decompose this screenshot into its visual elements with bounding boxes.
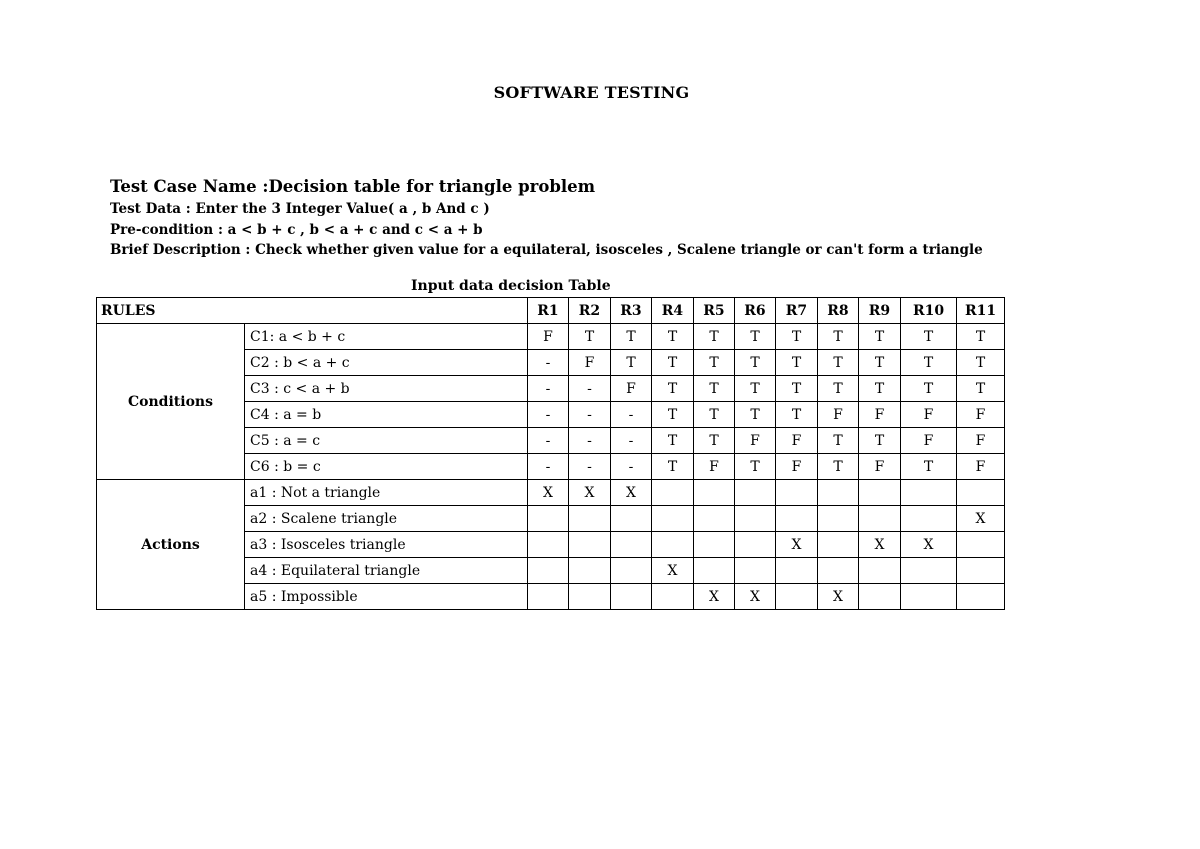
action-value-cell	[735, 532, 776, 558]
condition-value-cell: -	[569, 428, 611, 454]
condition-label: C6 : b = c	[245, 454, 528, 480]
rule-column-header: R11	[957, 298, 1005, 324]
condition-value-cell: T	[818, 376, 859, 402]
condition-label: C2 : b < a + c	[245, 350, 528, 376]
decision-table-body	[97, 298, 1005, 610]
document-title: SOFTWARE TESTING	[493, 83, 690, 102]
condition-value-cell: -	[528, 350, 569, 376]
action-value-cell	[611, 584, 652, 610]
action-value-cell	[901, 506, 957, 532]
action-value-cell	[818, 558, 859, 584]
condition-label: C3 : c < a + b	[245, 376, 528, 402]
condition-value-cell: T	[859, 376, 901, 402]
action-value-cell	[776, 558, 818, 584]
condition-value-cell: F	[776, 454, 818, 480]
action-label: a5 : Impossible	[245, 584, 528, 610]
condition-value-cell: T	[652, 324, 694, 350]
condition-value-cell: F	[611, 376, 652, 402]
condition-value-cell: T	[776, 402, 818, 428]
test-case-name: Test Case Name :Decision table for triangle problem	[110, 177, 596, 196]
action-value-cell	[901, 480, 957, 506]
precondition: Pre-condition : a < b + c , b < a + c and c < a + b	[110, 221, 483, 238]
condition-value-cell: F	[859, 402, 901, 428]
action-value-cell: X	[528, 480, 569, 506]
condition-value-cell: F	[901, 402, 957, 428]
condition-value-cell: -	[611, 428, 652, 454]
condition-value-cell: T	[818, 428, 859, 454]
condition-value-cell: -	[611, 454, 652, 480]
action-label: a1 : Not a triangle	[245, 480, 528, 506]
action-value-cell	[818, 506, 859, 532]
action-value-cell	[735, 558, 776, 584]
action-value-cell	[694, 506, 735, 532]
condition-value-cell: -	[528, 376, 569, 402]
action-value-cell	[528, 506, 569, 532]
condition-label: C5 : a = c	[245, 428, 528, 454]
action-label: a4 : Equilateral triangle	[245, 558, 528, 584]
condition-value-cell: F	[528, 324, 569, 350]
action-value-cell: X	[901, 532, 957, 558]
condition-value-cell: -	[569, 402, 611, 428]
condition-value-cell: T	[569, 324, 611, 350]
action-value-cell	[818, 532, 859, 558]
condition-value-cell: T	[652, 350, 694, 376]
action-value-cell	[652, 506, 694, 532]
action-value-cell	[859, 584, 901, 610]
condition-value-cell: F	[818, 402, 859, 428]
action-value-cell: X	[611, 480, 652, 506]
action-value-cell	[694, 558, 735, 584]
action-value-cell: X	[776, 532, 818, 558]
condition-value-cell: T	[901, 376, 957, 402]
action-value-cell	[652, 480, 694, 506]
rule-column-header: R3	[611, 298, 652, 324]
action-value-cell	[569, 532, 611, 558]
action-value-cell	[528, 584, 569, 610]
action-value-cell	[776, 584, 818, 610]
action-value-cell	[528, 532, 569, 558]
condition-value-cell: F	[694, 454, 735, 480]
action-value-cell	[569, 584, 611, 610]
condition-value-cell: T	[735, 376, 776, 402]
action-value-cell	[776, 480, 818, 506]
action-value-cell: X	[735, 584, 776, 610]
rule-column-header: R6	[735, 298, 776, 324]
condition-value-cell: T	[694, 402, 735, 428]
condition-value-cell: F	[901, 428, 957, 454]
condition-value-cell: T	[611, 350, 652, 376]
condition-value-cell: -	[528, 454, 569, 480]
condition-value-cell: T	[957, 350, 1005, 376]
action-value-cell	[957, 532, 1005, 558]
condition-value-cell: T	[735, 350, 776, 376]
condition-value-cell: T	[818, 350, 859, 376]
rule-column-header: R5	[694, 298, 735, 324]
condition-value-cell: T	[859, 428, 901, 454]
action-value-cell	[569, 506, 611, 532]
condition-value-cell: F	[957, 402, 1005, 428]
conditions-group-label: Conditions	[97, 324, 245, 480]
condition-value-cell: T	[694, 428, 735, 454]
condition-value-cell: T	[957, 324, 1005, 350]
action-row	[97, 480, 1005, 506]
rule-column-header: R9	[859, 298, 901, 324]
action-value-cell	[611, 532, 652, 558]
action-value-cell: X	[569, 480, 611, 506]
action-value-cell	[735, 506, 776, 532]
condition-value-cell: F	[957, 428, 1005, 454]
condition-value-cell: T	[652, 376, 694, 402]
rule-column-header: R10	[901, 298, 957, 324]
condition-value-cell: T	[957, 376, 1005, 402]
action-value-cell	[569, 558, 611, 584]
condition-value-cell: T	[735, 402, 776, 428]
rule-column-header: R7	[776, 298, 818, 324]
condition-value-cell: T	[859, 350, 901, 376]
condition-value-cell: T	[776, 350, 818, 376]
condition-value-cell: T	[818, 324, 859, 350]
action-value-cell	[957, 480, 1005, 506]
condition-value-cell: T	[901, 454, 957, 480]
table-caption: Input data decision Table	[411, 278, 611, 294]
action-value-cell	[776, 506, 818, 532]
test-data: Test Data : Enter the 3 Integer Value( a , b And c )	[110, 201, 490, 217]
action-value-cell	[957, 584, 1005, 610]
rule-column-header: R2	[569, 298, 611, 324]
action-value-cell	[652, 584, 694, 610]
condition-value-cell: T	[694, 324, 735, 350]
condition-value-cell: -	[611, 402, 652, 428]
condition-value-cell: T	[859, 324, 901, 350]
action-value-cell	[901, 558, 957, 584]
condition-row	[97, 324, 1005, 350]
condition-value-cell: -	[569, 454, 611, 480]
condition-label: C4 : a = b	[245, 402, 528, 428]
condition-value-cell: T	[776, 376, 818, 402]
action-value-cell	[611, 558, 652, 584]
condition-value-cell: -	[528, 402, 569, 428]
action-value-cell	[859, 506, 901, 532]
action-label: a2 : Scalene triangle	[245, 506, 528, 532]
action-value-cell	[859, 558, 901, 584]
condition-value-cell: T	[901, 350, 957, 376]
rule-column-header: R8	[818, 298, 859, 324]
action-value-cell	[694, 532, 735, 558]
condition-value-cell: F	[776, 428, 818, 454]
condition-value-cell: T	[694, 350, 735, 376]
action-value-cell: X	[694, 584, 735, 610]
action-value-cell: X	[859, 532, 901, 558]
condition-value-cell: F	[859, 454, 901, 480]
action-value-cell: X	[818, 584, 859, 610]
condition-value-cell: T	[776, 324, 818, 350]
rule-column-header: R1	[528, 298, 569, 324]
actions-group-label: Actions	[97, 480, 245, 610]
condition-value-cell: T	[735, 454, 776, 480]
action-value-cell	[901, 584, 957, 610]
action-value-cell	[652, 532, 694, 558]
action-value-cell: X	[957, 506, 1005, 532]
action-value-cell	[735, 480, 776, 506]
condition-value-cell: T	[901, 324, 957, 350]
rule-column-header: R4	[652, 298, 694, 324]
condition-value-cell: F	[569, 350, 611, 376]
condition-value-cell: T	[694, 376, 735, 402]
test-case-details	[110, 175, 1110, 261]
condition-value-cell: T	[652, 428, 694, 454]
table-header-row	[97, 298, 1005, 324]
condition-value-cell: F	[735, 428, 776, 454]
condition-value-cell: -	[569, 376, 611, 402]
action-value-cell: X	[652, 558, 694, 584]
action-value-cell	[528, 558, 569, 584]
condition-value-cell: T	[611, 324, 652, 350]
condition-value-cell: T	[652, 454, 694, 480]
action-value-cell	[859, 480, 901, 506]
rules-header: RULES	[97, 298, 528, 324]
condition-value-cell: T	[818, 454, 859, 480]
condition-value-cell: T	[735, 324, 776, 350]
condition-value-cell: -	[528, 428, 569, 454]
condition-value-cell: F	[957, 454, 1005, 480]
action-value-cell	[694, 480, 735, 506]
condition-label: C1: a < b + c	[245, 324, 528, 350]
decision-table	[96, 297, 1005, 610]
brief-description: Brief Description : Check whether given value for a equilateral, isosceles , Scalene triangle or can't form a triangle	[110, 242, 983, 258]
condition-value-cell: T	[652, 402, 694, 428]
action-value-cell	[818, 480, 859, 506]
action-value-cell	[611, 506, 652, 532]
action-label: a3 : Isosceles triangle	[245, 532, 528, 558]
action-value-cell	[957, 558, 1005, 584]
